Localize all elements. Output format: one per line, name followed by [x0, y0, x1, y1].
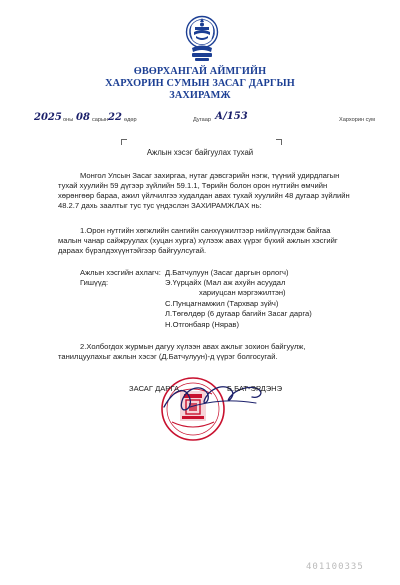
date-month-suffix: сарын — [92, 117, 109, 123]
signature-title: ЗАСАГ ДАРГА — [129, 384, 180, 393]
header-order-type: ЗАХИРАМЖ — [169, 90, 231, 101]
leader-name: Д.Батчулуун (Засаг даргын орлогч) — [165, 268, 289, 277]
paragraph-1-line: тухай хуулийн 59 дүгээр зүйлийн 59.1.1, Төрийн болон орон нутгийн өмчийн — [58, 181, 328, 190]
title-corner-tl — [121, 139, 127, 145]
date-day-suffix: өдөр — [124, 117, 137, 123]
leader-label: Ажлын хэсгийн ахлагч: — [80, 268, 161, 277]
place-label: Хархорин сум — [339, 117, 375, 123]
paragraph-1-line: Монгол Улсын Засаг захиргаа, нутаг дэвсгэрийн нэгж, түүний удирдлагын — [80, 171, 340, 180]
date-month: 08 — [76, 112, 90, 123]
date-day: 22 — [108, 112, 122, 123]
members-label: Гишүүд: — [80, 278, 109, 287]
paragraph-3-line: танилцуулахыг ажлын хэсэг (Д.Батчулуун)-д үүрэг болгосугай. — [58, 352, 278, 361]
signature-name: Б.БАТ-ЭРДЭНЭ — [227, 384, 283, 393]
date-year: 2025 — [34, 112, 62, 123]
state-emblem-icon — [185, 12, 219, 64]
member-line: Э.Үүрцайх (Мал аж ахуйн асуудал — [165, 278, 286, 287]
order-number: А/153 — [215, 111, 248, 122]
date-year-suffix: оны — [63, 117, 74, 123]
paragraph-1-line: хөрөнгөөр бараа, ажил үйлчилгээ худалдан авах тухай хуулийн 48 дугаар зүйлийн — [58, 191, 350, 200]
document-title: Ажлын хэсэг байгуулах тухай — [146, 148, 254, 157]
member-line: хариуцсан мэргэжилтэн) — [199, 288, 286, 297]
paragraph-2-line: 1.Орон нутгийн хөгжлийн сангийн санхүүжилтээр нийлүүлэгдэж байгаа — [80, 226, 331, 235]
paragraph-3-line: 2.Холбогдох журмын дагуу хүлээн авах ажлыг зохион байгуулж, — [80, 342, 306, 351]
number-label: Дугаар — [193, 117, 211, 123]
paragraph-2-line: малын чанар сайжруулах (хуцан хурга) хүлээж авах үүрэг бүхий ажлын хэсгийг — [58, 236, 338, 245]
header-aimag: ӨВӨРХАНГАЙ АЙМГИЙН — [133, 66, 267, 77]
member-line: С.Пунцагнамжил (Тархвар зүйч) — [165, 299, 279, 308]
serial-number: 401100335 — [306, 562, 364, 572]
header-soum-governor: ХАРХОРИН СУМЫН ЗАСАГ ДАРГЫН — [105, 78, 295, 89]
title-corner-tr — [276, 139, 282, 145]
member-line: Н.Отгонбаяр (Нярав) — [165, 320, 239, 329]
paragraph-1-line: 48.2.7 дахь заалтыг тус тус үндэслэн ЗАХИРАМЖЛАХ нь: — [58, 201, 262, 210]
member-line: Л.Төгөлдөр (6 дугаар багийн Засаг дарга) — [165, 309, 312, 318]
paragraph-2-line: дараах бүрэлдэхүүнтэйгээр байгуулсугай. — [58, 246, 207, 255]
